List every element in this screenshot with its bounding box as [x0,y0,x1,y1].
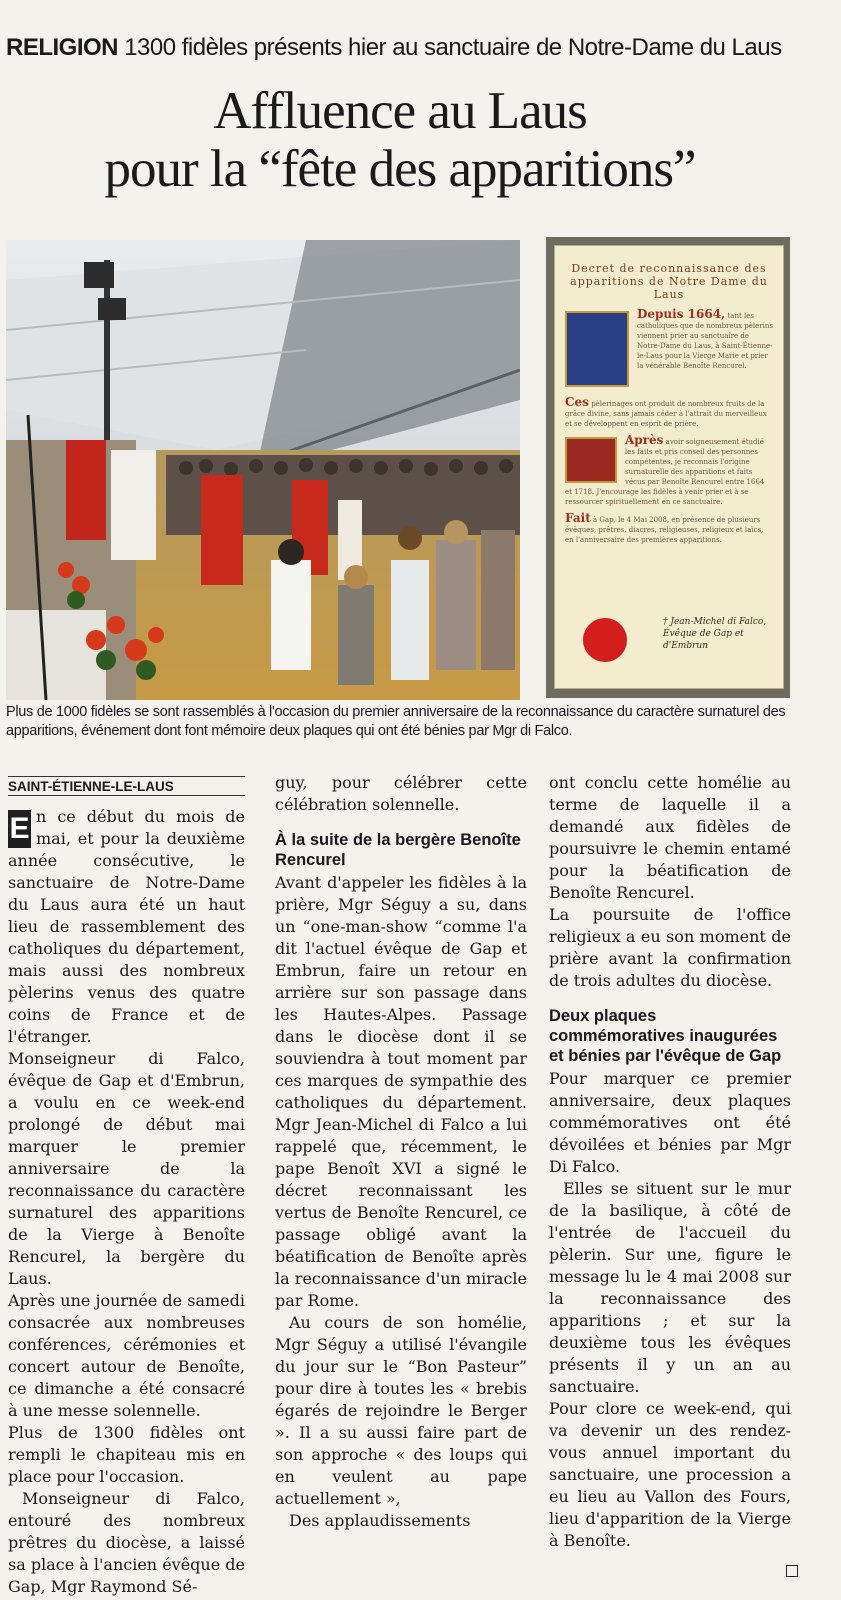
apparition-miniature-icon [565,437,617,483]
article-paragraph: guy, pour célébrer cette célébration solennelle. [275,773,527,814]
headline [30,82,770,198]
article-paragraph: Avant d'appeler les fidèles à la prière, Mgr Séguy a su, dans un “one-man-show “comme l'a dit l'actuel évêque de Gap et Embrun, faire un retour en arrière sur son passage dans les Hautes-Alpes. Passage dans le diocèse dont il se souviendra à tout moment par ces marques de sympathie des catholiques du département. Mgr Jean-Michel di Falco a lui rappelé que, récemment, le pape Benoît XVI a signé le décret reconnaissant les vertus de Benoîte Rencurel, ce passage obligé avant la béatification de Benoîte après la reconnaissance d'un miracle par Rome. [275,873,527,1310]
plaque-text [565,309,773,545]
kicker [6,34,806,62]
dateline: SAINT-ÉTIENNE-LE-LAUS [8,776,245,796]
article-paragraph: Monseigneur di Falco, entouré des nombreux prêtres du diocèse, a laissé sa place à l'ancien évêque de Gap, Mgr Raymond Sé- [8,1489,245,1596]
article-paragraph: ont conclu cette homélie au terme de laquelle il a demandé aux fidèles de poursuivre le chemin entamé pour la béatification de Benoîte Rencurel. [549,773,791,902]
plaque-photo [546,237,790,698]
commemorative-plaque [554,245,784,689]
drop-cap: E [8,810,31,848]
article-paragraph: Au cours de son homélie, Mgr Séguy a utilisé l'évangile du jour sur le “Bon Pasteur” pour dire à toutes les « brebis égarés de rejoindre le Berger ». Il a su aussi faire part de son approche « des loups qui en veulent au pape actuellement », [275,1313,527,1508]
plaque-title: Decret de reconnaissance des apparitions de Notre Dame du Laus [570,262,768,301]
subheading: Deux plaques commémoratives inaugurées et bénies par l'évêque de Gap [549,1007,782,1065]
kicker-label: RELIGION [6,34,119,61]
photo-caption: Plus de 1000 fidèles se sont rassemblés à l'occasion du premier anniversaire de la reconnaissance du caractère surnaturel des apparitions, événement dont font mémoire deux plaques qui ont été bénies par Mgr di Falco. [6,704,786,739]
article-paragraph: Plus de 1300 fidèles ont rempli le chapiteau mis en place pour l'occasion. [8,1423,245,1486]
article-paragraph: Après une journée de samedi consacrée aux nombreuses conférences, cérémonies et concert autour de Benoîte, ce dimanche a été consacré à une messe solennelle. [8,1291,245,1420]
virgin-miniature-icon [565,311,629,387]
article-paragraph: Pour marquer ce premier anniversaire, deux plaques commémoratives ont été dévoilées et bénies par Mgr Di Falco. [549,1069,791,1176]
plaque-paragraph-3: avoir soigneusement étudié les faits et pris conseil des personnes compétentes, je reconnais l'origine surnaturelle des apparitions et faits vécus par Benoîte Rencurel entre 1664 et 1718. J'encourage les fidèles à venir prier et à se ressourcer spirituellement en ce sanctuaire. [565,438,765,506]
article-column-2 [275,772,527,1532]
bishop-signature: † Jean-Michel di Falco, Évêque de Gap et d'Embrun [663,617,767,651]
article-paragraph: Pour clore ce week-end, qui va devenir un des rendez-vous annuel important du sanctuaire, une procession a eu lieu au Vallon des Fours, lieu d'apparition de la Vierge à Benoîte. [549,1399,791,1550]
headline-line-2: pour la “fête des apparitions” [104,140,696,198]
ceremony-photo [6,240,520,700]
plaque-lead-3: Après [625,433,664,447]
subheading: À la suite de la bergère Benoîte Rencurel [275,831,521,869]
plaque-lead-1: Depuis 1664, [637,307,726,321]
article-paragraph: Monseigneur di Falco, évêque de Gap et d'Embrun, a voulu en ce week-end prolongé de début mai marquer le premier anniversaire de la reconnaissance du caractère surnaturel des apparitions de la Vierge à Benoîte Rencurel, la bergère du Laus. [8,1049,245,1288]
plaque-paragraph-4: à Gap, le 4 Mai 2008, en présence de plusieurs évêques, prêtres, diacres, religieuses, religieux et laïcs, en l'anniversaire des premières apparitions. [565,516,764,544]
kicker-text: 1300 fidèles présents hier au sanctuaire de Notre-Dame du Laus [124,34,782,61]
end-of-article-mark [786,1565,798,1577]
ceremony-illustration [6,240,520,700]
plaque-lead-4: Fait [565,511,591,525]
article-column-1 [8,806,245,1598]
plaque-lead-2: Ces [565,395,589,409]
wax-seal-icon [583,618,627,662]
plaque-paragraph-2: pèlerinages ont produit de nombreux fruits de la grâce divine, sans jamais céder à l'attrait du merveilleux et se développent en esprit de prière. [565,400,767,428]
headline-line-1: Affluence au Laus [213,82,587,140]
article-paragraph: E n ce début du mois de mai, et pour la deuxième année consécutive, le sanctuaire de Notre-Dame du Laus aura été un haut lieu de rassemblement des catholiques du département, mais aussi des nombreux pèlerins venus des quatre coins de France et de l'étranger. [8,807,245,1046]
article-column-3 [549,772,791,1552]
article-paragraph: Elles se situent sur le mur de la basilique, à côté de l'entrée de l'accueil du pèlerin. Sur une, figure le message lu le 4 mai 2008 sur la reconnaissance des apparitions ; et sur la deuxième tous les évêques présents il y un an au sanctuaire. [549,1179,791,1396]
article-paragraph: Des applaudissements [289,1511,471,1530]
article-paragraph: La poursuite de l'office religieux a eu son moment de prière avant la confirmation de trois adultes du diocèse. [549,905,791,990]
plaque-paragraph-1: tant les catholiques que de nombreux pèlerins viennent prier au sanctuaire de Notre-Dame du Laus, à Saint-Étienne-le-Laus pour la Vierge Marie et prier la vénérable Benoîte Rencurel. [637,312,773,370]
